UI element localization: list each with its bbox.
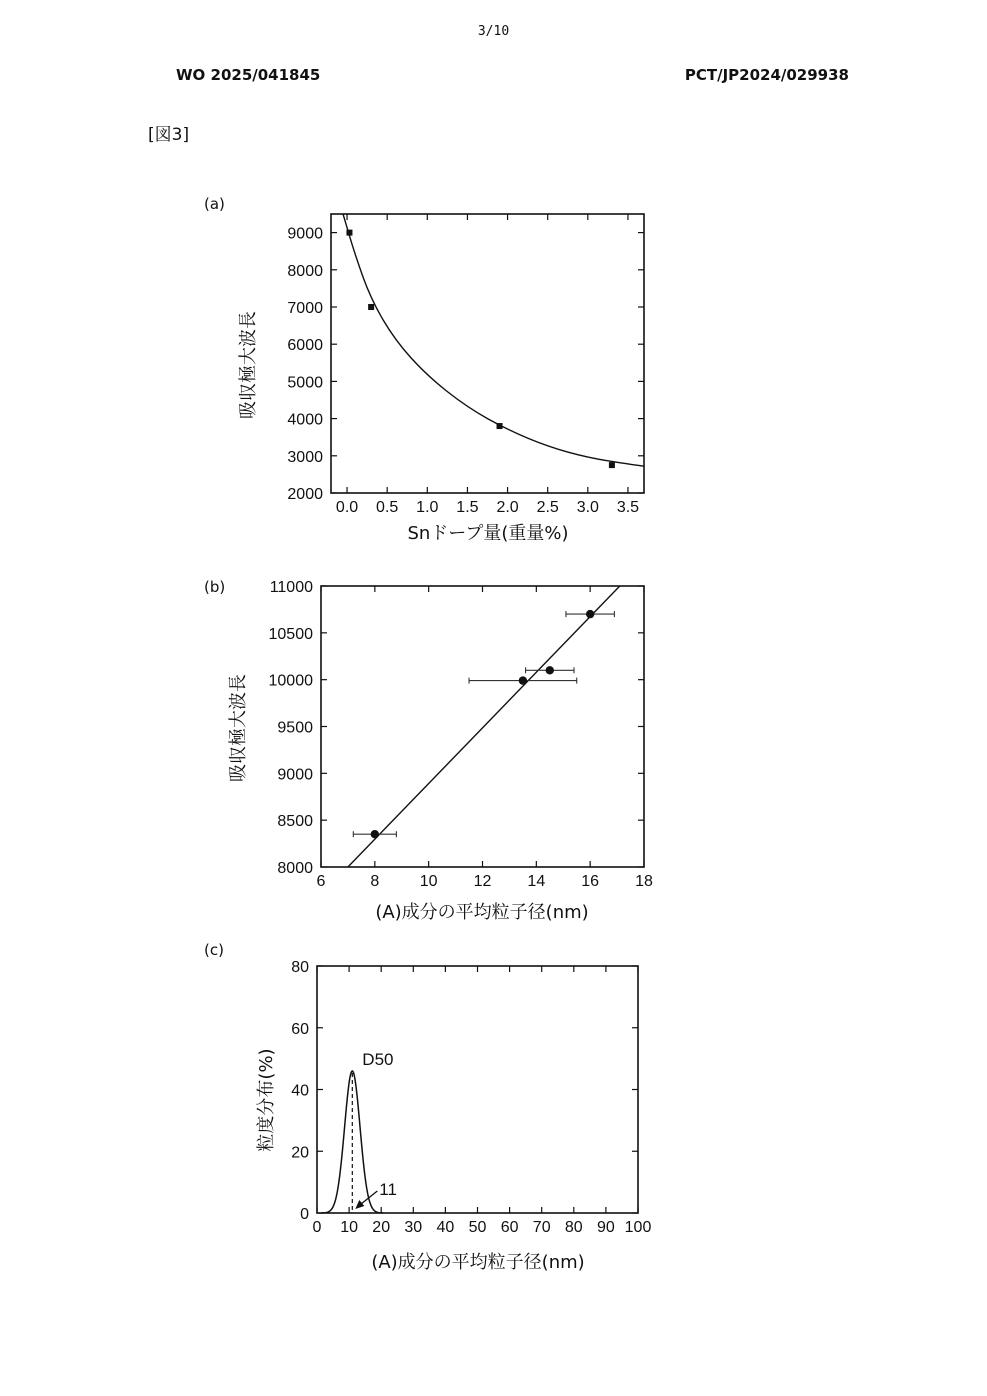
y-tick-label: 2000 (287, 486, 323, 503)
data-point (586, 610, 594, 618)
fit-line (348, 586, 620, 867)
x-tick-label: 40 (436, 1219, 455, 1236)
y-tick-label: 60 (291, 1020, 309, 1038)
y-tick-label: 7000 (287, 300, 323, 317)
x-axis-label: (A)成分の平均粒子径(nm) (375, 902, 589, 923)
publication-number: WO 2025/041845 (176, 66, 321, 84)
x-tick-label: 0.0 (335, 499, 359, 516)
figure-label: [図3] (148, 125, 190, 145)
x-tick-label: 60 (500, 1219, 519, 1236)
panel-label: (a) (204, 195, 225, 213)
distribution-curve (321, 1071, 383, 1213)
y-tick-label: 8500 (277, 813, 313, 831)
x-tick-label: 12 (473, 873, 492, 890)
data-point (519, 676, 527, 684)
x-tick-label: 0 (312, 1219, 322, 1236)
y-tick-label: 10500 (268, 625, 313, 643)
x-tick-label: 90 (597, 1219, 615, 1236)
median-arrow-head (355, 1200, 364, 1209)
peak-label: D50 (362, 1049, 394, 1069)
x-axis-label: Snドープ量(重量%) (407, 523, 569, 544)
x-tick-label: 3.5 (616, 499, 640, 516)
y-tick-label: 8000 (287, 262, 323, 280)
panel-label: (c) (204, 941, 224, 959)
data-point (371, 830, 379, 838)
median-label: 11 (379, 1180, 397, 1199)
data-point (546, 666, 554, 674)
x-tick-label: 2.0 (496, 499, 519, 516)
y-tick-label: 3000 (287, 448, 323, 466)
chart-panel-c (204, 941, 651, 1273)
page-number: 3/10 (477, 24, 510, 39)
plot-frame (321, 586, 644, 867)
chart-panel-b (204, 578, 653, 923)
fit-curve (343, 214, 644, 466)
y-axis-label: 粒度分布(%) (256, 1048, 277, 1152)
x-tick-label: 1.0 (416, 499, 439, 516)
chart-panel-a (204, 195, 644, 544)
y-tick-label: 9000 (277, 766, 313, 784)
y-tick-label: 5000 (287, 374, 323, 392)
x-tick-label: 14 (527, 873, 546, 890)
y-tick-label: 4000 (287, 411, 323, 429)
y-tick-label: 0 (300, 1206, 309, 1223)
x-tick-label: 10 (340, 1219, 358, 1236)
data-point (368, 304, 374, 310)
y-tick-label: 6000 (287, 337, 323, 355)
x-tick-label: 30 (404, 1219, 423, 1236)
y-axis-label: 吸収極大波長 (238, 311, 259, 419)
application-number: PCT/JP2024/029938 (684, 66, 849, 84)
x-tick-label: 2.5 (536, 499, 559, 516)
x-tick-label: 70 (532, 1219, 551, 1236)
x-tick-label: 3.0 (576, 499, 599, 516)
y-tick-label: 9500 (277, 719, 313, 737)
panel-label: (b) (204, 578, 226, 596)
x-axis-label: (A)成分の平均粒子径(nm) (371, 1252, 585, 1273)
x-tick-label: 8 (370, 873, 380, 890)
y-tick-label: 8000 (277, 860, 313, 877)
x-tick-label: 18 (635, 873, 653, 890)
x-tick-label: 6 (316, 873, 326, 890)
y-tick-label: 9000 (287, 225, 323, 243)
x-tick-label: 20 (372, 1219, 391, 1236)
y-tick-label: 10000 (268, 672, 313, 690)
y-axis-label: 吸収極大波長 (228, 674, 249, 782)
x-tick-label: 100 (624, 1219, 652, 1236)
y-tick-label: 40 (291, 1082, 309, 1100)
plot-frame (331, 214, 644, 493)
x-tick-label: 1.5 (456, 499, 479, 516)
y-tick-label: 20 (291, 1144, 309, 1162)
x-tick-label: 50 (468, 1219, 487, 1236)
data-point (609, 462, 615, 468)
x-tick-label: 80 (564, 1219, 583, 1236)
y-tick-label: 11000 (269, 579, 313, 596)
data-point (346, 230, 352, 236)
x-tick-label: 10 (419, 873, 438, 890)
data-point (497, 423, 503, 429)
y-tick-label: 80 (291, 959, 309, 976)
x-tick-label: 16 (581, 873, 600, 890)
x-tick-label: 0.5 (376, 499, 399, 516)
